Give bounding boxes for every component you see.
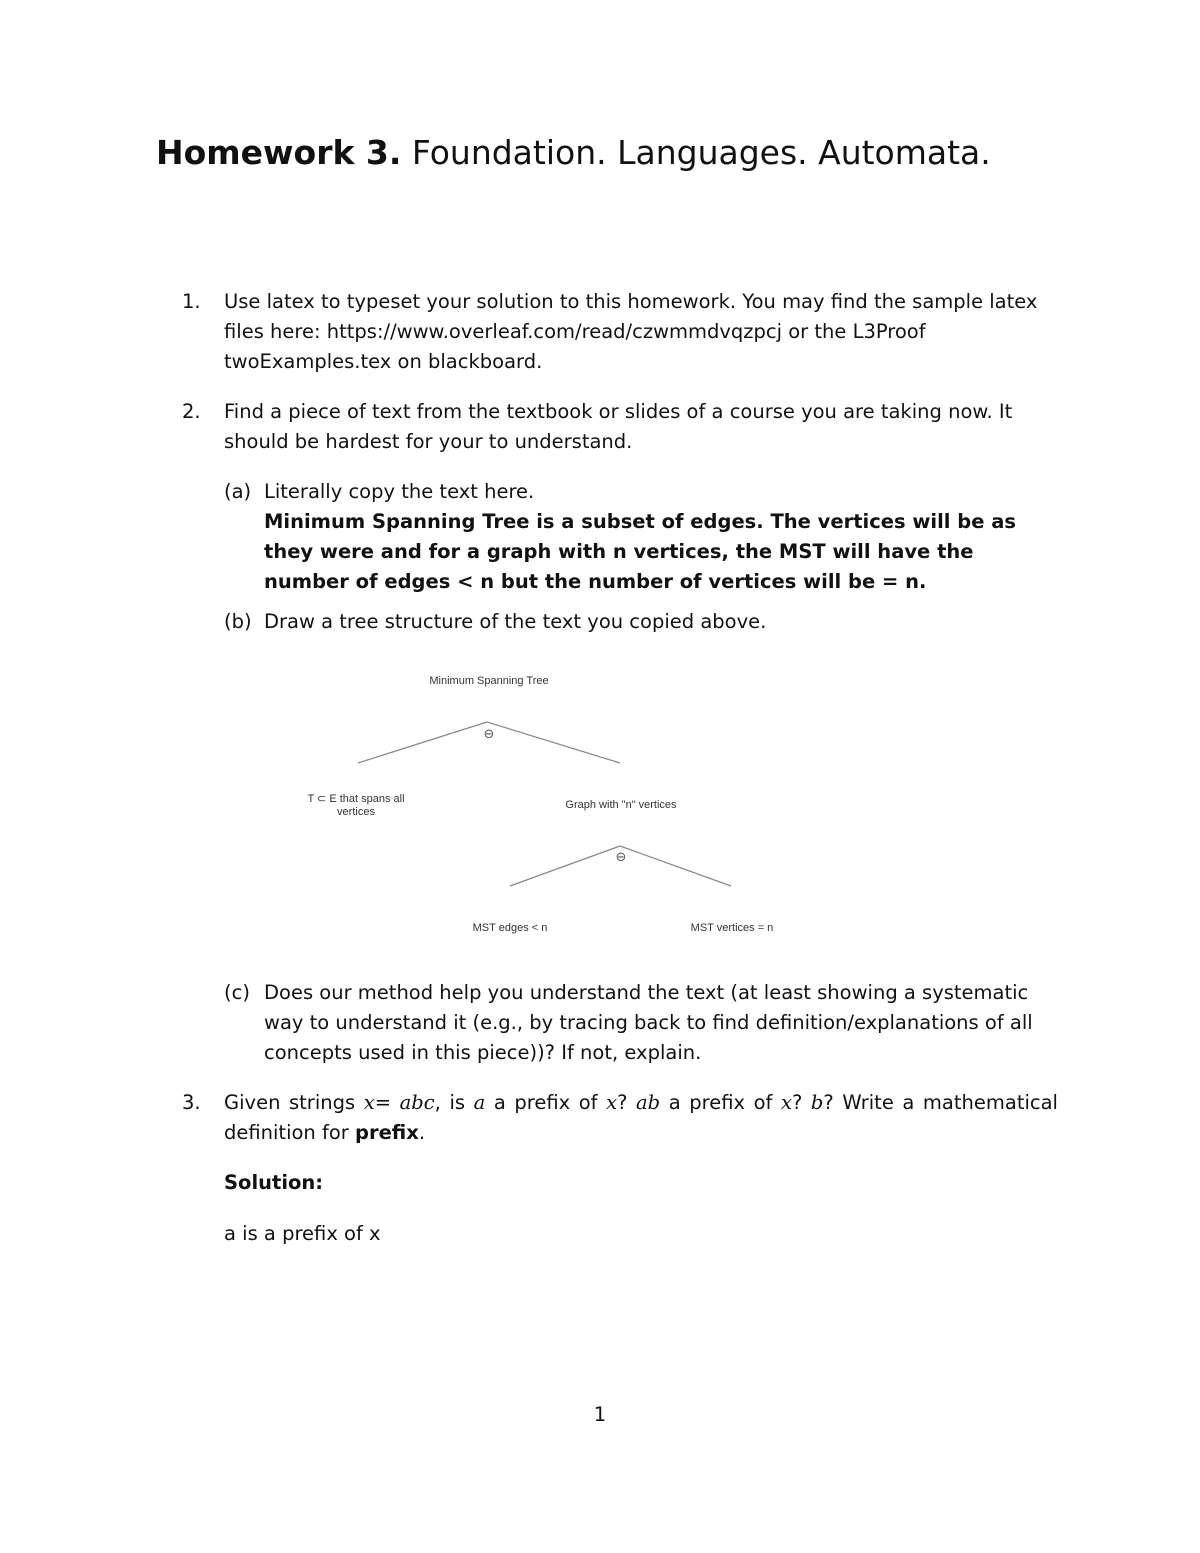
page-title [156,133,991,172]
tree-edge-root-right [487,722,620,763]
title-bold: Homework 3. [156,133,402,172]
q2c-text: Does our method help you understand the text (at least showing a systematic way to understand it (e.g., by tracing back to find definition/explanations of all concepts used in this piece))? If not, explain. [264,981,1033,1064]
q2-number: 2. [182,400,201,423]
q3-part: ? Write a mathematical definition for [224,1091,1058,1144]
q3-number: 3. [182,1091,201,1114]
page-number: 1 [593,1403,607,1426]
q3-part: ? [791,1091,811,1114]
q3-part: ? [617,1091,637,1114]
tree-left-label-line2: vertices [337,806,375,818]
q3-math: b [810,1091,824,1114]
tree-diagram [290,665,810,945]
q1-text: Use latex to typeset your solution to this homework. You may find the sample latex files here: https://www.overleaf.com/read/czwmmdvqzpcj or the L3Proof twoExamples.tex on blackboard. [224,290,1038,373]
q3-text [224,1088,1058,1148]
q2b-text: Draw a tree structure of the text you copied above. [264,610,767,633]
q2a-text: Literally copy the text here. [264,480,535,503]
q2a-answer: Minimum Spanning Tree is a subset of edges. The vertices will be as they were and for a graph with n vertices, the MST will have the number of edges < n but the number of vertices will be = n. [264,510,1017,593]
tree-edge-root-left [358,722,487,763]
q3-math: ab [636,1091,661,1114]
q3-math: abc [399,1091,435,1114]
tree-right-label: Graph with "n" vertices [565,799,677,811]
q3-math: x [363,1091,375,1114]
tree-leaf-right: MST vertices = n [690,922,774,934]
tree-operator-icon: ⊖ [483,727,495,742]
q3-part: = [374,1091,400,1114]
q3-part: . [418,1121,426,1144]
q2-text: Find a piece of text from the textbook or slides of a course you are taking now. It should be hardest for your to understand. [224,400,1013,453]
solution-text: a is a prefix of x [224,1222,381,1245]
q2c-label: (c) [224,981,250,1004]
q1-number: 1. [182,290,201,313]
q3-part: a prefix of [485,1091,607,1114]
tree-edge-right-left [510,846,620,886]
q3-math: x [780,1091,792,1114]
q3-part: Given strings [224,1091,364,1114]
tree-leaf-left: MST edges < n [472,922,548,934]
title-rest: Foundation. Languages. Automata. [401,133,991,172]
q3-part: , is [434,1091,474,1114]
q3-part: a prefix of [660,1091,781,1114]
q3-prefix-word: prefix [355,1121,419,1144]
tree-operator-icon-2: ⊖ [615,850,627,865]
tree-root-label: Minimum Spanning Tree [429,675,549,687]
q2b-label: (b) [224,610,252,633]
solution-label: Solution: [224,1171,324,1194]
tree-left-label-line1: T ⊂ E that spans all [307,793,405,805]
q3-math: x [606,1091,618,1114]
q3-math: a [473,1091,486,1114]
q2a-label: (a) [224,480,252,503]
tree-edge-right-right [620,846,731,886]
